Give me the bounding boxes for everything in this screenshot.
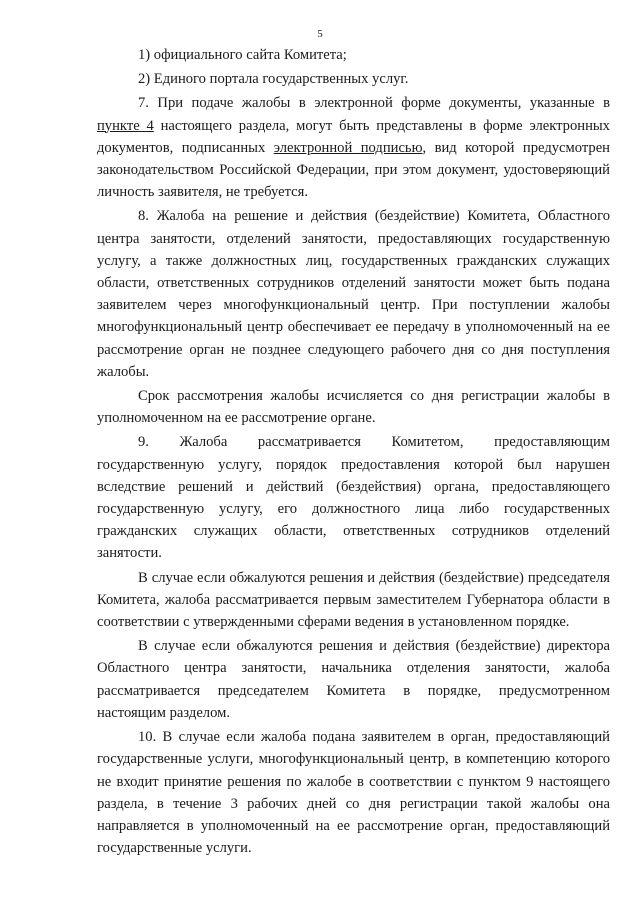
paragraph-item-8: 8. Жалоба на решение и действия (бездействие) Комитета, Областного центра занятости, отделений занятости, предоставляющих государственную услугу, а также должностных лиц, государственных гражданских служащих области, ответственных сотрудников отделений занятости может быть подана заявителем через многофункциональный центр. При поступлении жалобы многофункциональный центр обеспечивает ее передачу в уполномоченный на ее рассмотрение орган не позднее следующего рабочего дня со дня поступления жалобы. bbox=[97, 208, 610, 380]
paragraph-item-10: 10. В случае если жалоба подана заявителем в орган, предоставляющий государственные услуги, многофункциональный центр, в компетенцию которого не входит принятие решения по жалобе в соответствии с пунктом 9 настоящего раздела, в течение 3 рабочих дней со дня регистрации такой жалобы она направляется в уполномоченный на ее рассмотрение орган, предоставляющий государственные услуги. bbox=[97, 729, 610, 857]
paragraph-item-7 bbox=[97, 92, 610, 203]
reference-link-electronic-signature[interactable]: электронной подписью bbox=[273, 139, 423, 156]
reference-link-point-4[interactable]: пункте 4 bbox=[97, 117, 154, 134]
paragraph-chairman-complaint: В случае если обжалуются решения и действия (бездействие) председателя Комитета, жалоба рассматривается первым заместителем Губернатора области в соответствии с утвержденными сферами ведения в установленном порядке. bbox=[97, 569, 610, 631]
paragraph-text: , вид которой предусмотрен законодательством Российской Федерации, при этом документ, удостоверяющий личность заявителя, не требуется. bbox=[97, 139, 610, 201]
paragraph-item-9: 9. Жалоба рассматривается Комитетом, предоставляющим государственную услугу, порядок предоставления которой был нарушен вследствие решений и действий (бездействия) органа, предоставляющего государственную услугу, его должностного лица либо государственных гражданских служащих области, ответственных сотрудников отделений занятости. bbox=[97, 434, 610, 562]
paragraph-item-2: 2) Единого портала государственных услуг. bbox=[138, 71, 409, 88]
paragraph-review-period: Срок рассмотрения жалобы исчисляется со дня регистрации жалобы в уполномоченном на ее рассмотрение органе. bbox=[97, 388, 610, 427]
paragraph-director-complaint: В случае если обжалуются решения и действия (бездействие) директора Областного центра занятости, начальника отделения занятости, жалоба рассматривается председателем Комитета в порядке, предусмотренном настоящим разделом. bbox=[97, 638, 610, 721]
paragraph-text: настоящего раздела, могут быть представлены в форме электронных документов, подписанных bbox=[97, 117, 610, 156]
paragraph-text: 7. При подаче жалобы в электронной форме документы, указанные в bbox=[138, 95, 610, 112]
page-number: 5 bbox=[317, 28, 323, 40]
paragraph-item-1: 1) официального сайта Комитета; bbox=[138, 47, 347, 63]
document-body bbox=[97, 44, 610, 859]
